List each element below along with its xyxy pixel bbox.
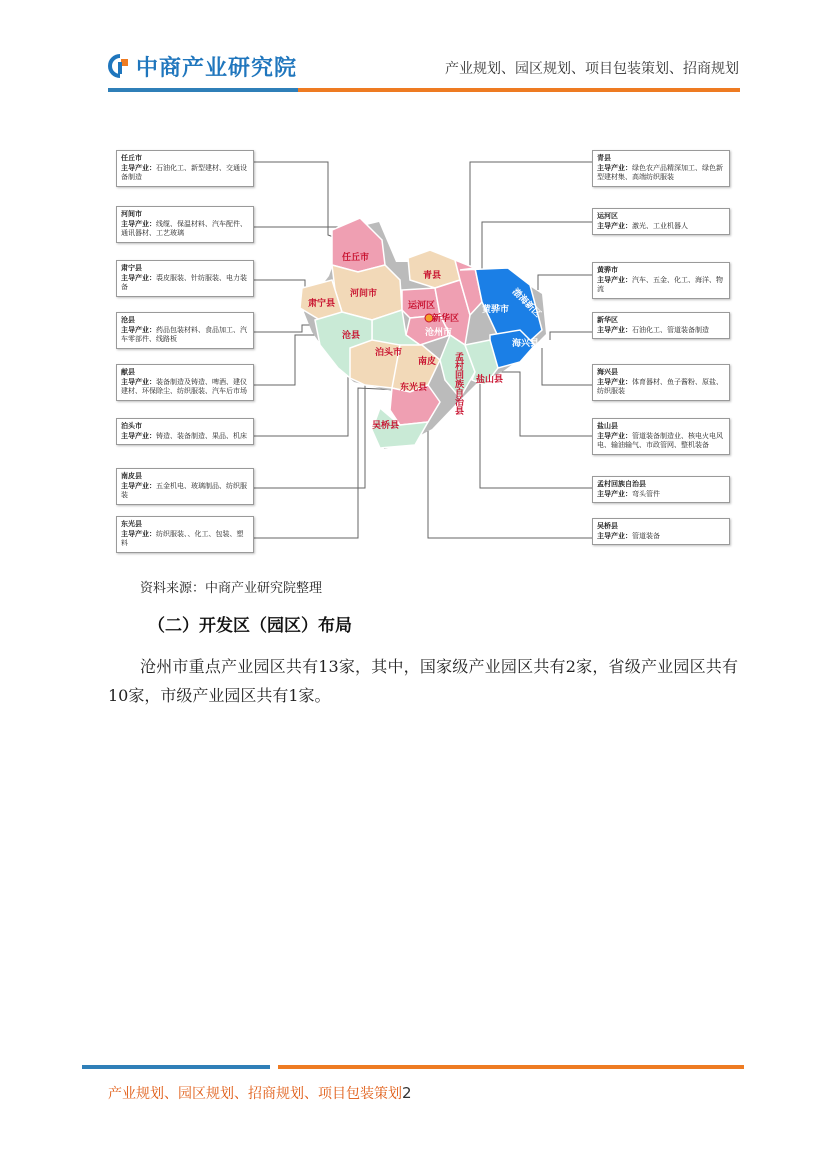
label-suning: 肃宁县 [308, 299, 336, 309]
industry-map-figure [110, 140, 732, 552]
figure-caption: 资料来源：中商产业研究院整理 [140, 581, 323, 596]
label-dongguang: 东光县 [400, 383, 428, 393]
label-wuqiao: 吴桥县 [372, 421, 400, 431]
footer [108, 1083, 412, 1103]
footer-divider-blue [82, 1065, 270, 1069]
footer-divider-orange [278, 1065, 744, 1069]
label-hejian: 河间市 [350, 289, 378, 299]
label-cangzhou: 沧州市 [425, 328, 453, 338]
label-nanpi: 南皮 [418, 357, 437, 367]
industry-box-botou: 泊头市 主导产业：铸造、装备制造、果品、机床 [116, 418, 254, 445]
label-mengcun: 孟村回族自治县 [453, 352, 463, 415]
label-bohai: 渤海新区 [509, 287, 543, 320]
industry-box-haixing: 海兴县 主导产业：体育器材、鱼子酱粉、原盐、纺织服装 [592, 364, 730, 401]
header-tagline: 产业规划、园区规划、项目包装策划、招商规划 [445, 61, 739, 77]
label-xinhua: 新华区 [432, 314, 460, 324]
body-paragraph: 沧州市重点产业园区共有13家，其中，国家级产业园区共有2家，省级产业园区共有10家，市级产业园区共有1家。 [108, 657, 738, 705]
logo-text: 中商产业研究院 [136, 56, 298, 81]
label-renqiu: 任丘市 [342, 253, 370, 263]
industry-box-cangxian: 沧县 主导产业：药品包装材料、食品加工、汽车零部件、线路板 [116, 312, 254, 349]
industry-box-xinhua: 新华区 主导产业：石油化工、管道装备制造 [592, 312, 730, 339]
header-divider-orange [298, 88, 740, 92]
header-divider-blue [108, 88, 298, 92]
industry-box-dongguang: 东光县 主导产业：纺织服装、、化工、包装、塑料 [116, 516, 254, 553]
label-yunhe: 运河区 [408, 301, 436, 311]
industry-box-wuqiao: 吴桥县 主导产业：管道装备 [592, 518, 730, 545]
label-cangxian: 沧县 [342, 331, 361, 341]
page-number: 2 [402, 1084, 412, 1102]
industry-box-yunhe: 运河区 主导产业：激光、工业机器人 [592, 208, 730, 235]
industry-box-mengcun: 孟村回族自治县 主导产业：弯头管件 [592, 476, 730, 503]
industry-box-yanshan: 盐山县 主导产业：管道装备制造业、核电火电风电、输油输气、市政管网、整机装备 [592, 418, 730, 455]
industry-box-hejian: 河间市 主导产业：线缆、保温材料、汽车配件、通讯器材、工艺玻璃 [116, 206, 254, 243]
label-botou: 泊头市 [375, 348, 403, 358]
industry-box-suning: 肃宁县 主导产业：裘皮服装、针纺服装、电力装备 [116, 260, 254, 297]
label-yanshan: 盐山县 [476, 375, 504, 385]
label-qingxian: 青县 [423, 271, 442, 281]
industry-box-nanpi: 南皮县 主导产业：五金机电、玻璃制品、纺织服装 [116, 468, 254, 505]
industry-box-renqiu: 任丘市 主导产业：石油化工、新型建材、交通设备制造 [116, 150, 254, 187]
industry-box-qingxian: 青县 主导产业：绿色农产品精深加工、绿色新型建材集、高端纺织服装 [592, 150, 730, 187]
industry-box-huanghua: 黄骅市 主导产业：汽车、五金、化工、海洋、物流 [592, 262, 730, 299]
label-huanghua: 黄骅市 [482, 305, 510, 315]
label-haixing: 海兴县 [512, 339, 540, 349]
industry-box-xianxian: 献县 主导产业：装备制造及铸造、啤酒、建仪建材、环保除尘、纺织服装、汽车后市场 [116, 364, 254, 401]
section-title: （二）开发区（园区）布局 [148, 616, 352, 636]
logo-icon [108, 54, 132, 78]
footer-text: 产业规划、园区规划、招商规划、项目包装策划 [108, 1086, 402, 1102]
